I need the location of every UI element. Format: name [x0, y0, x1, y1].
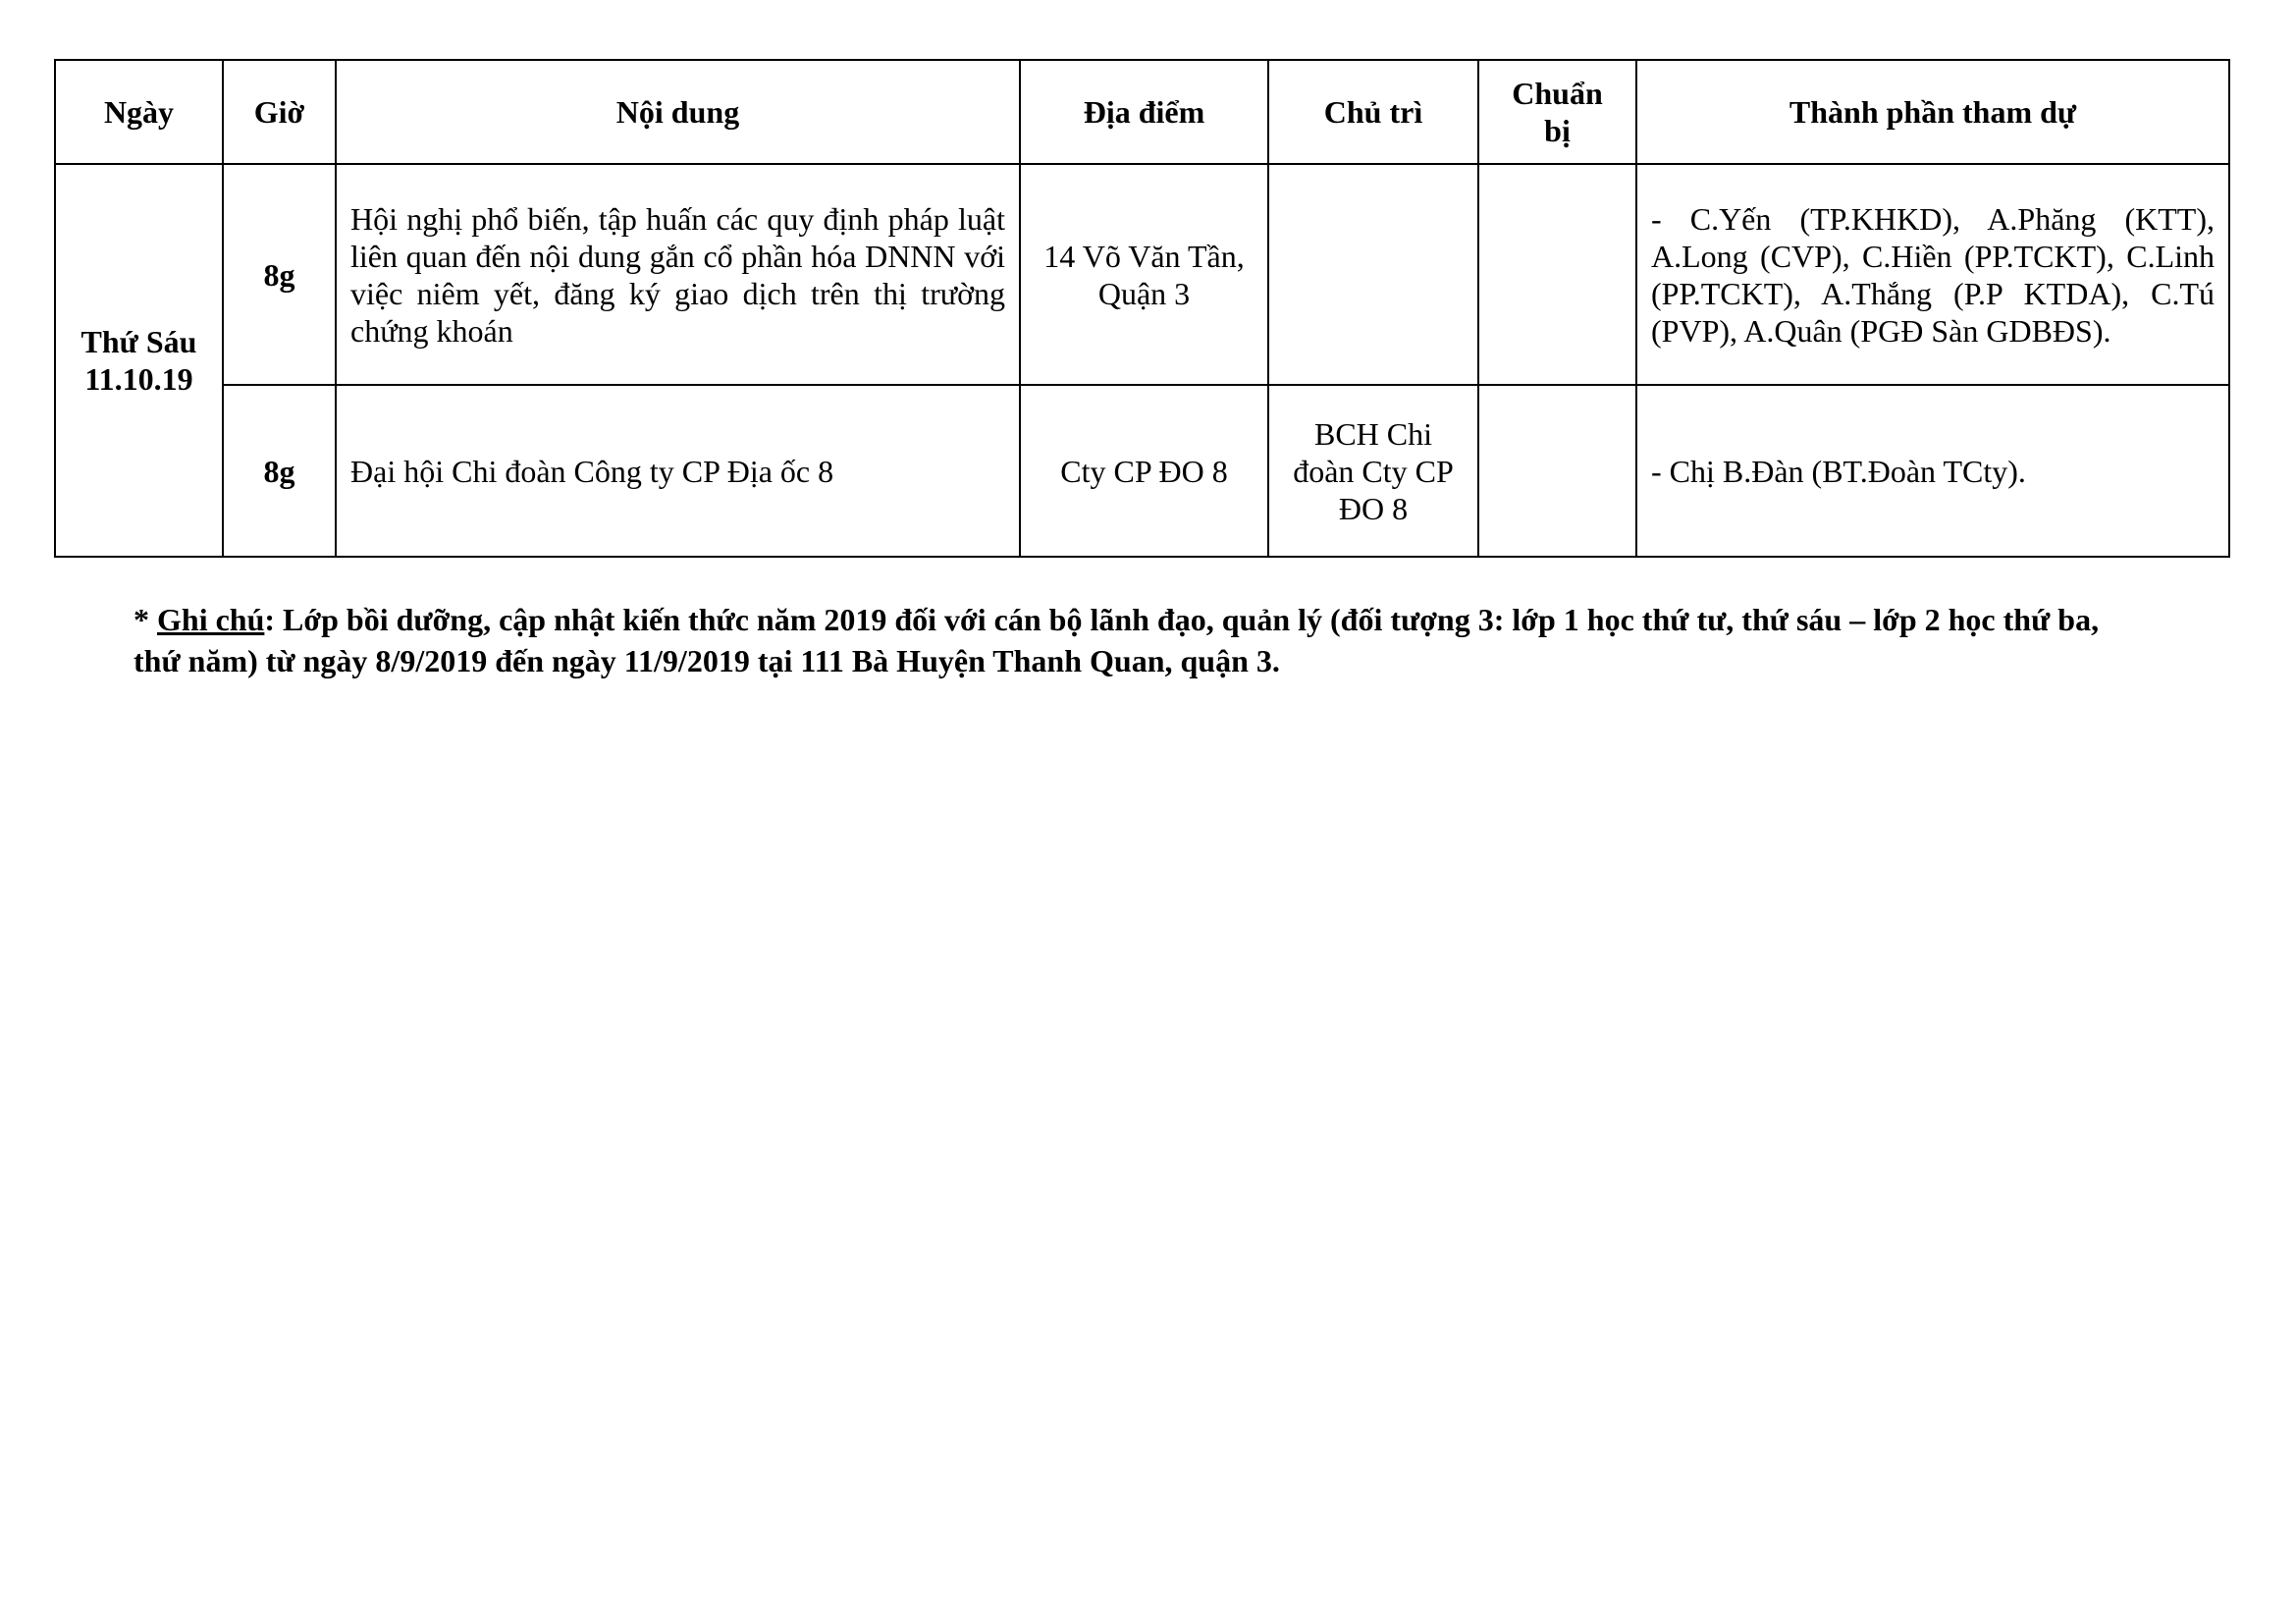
attendees-cell: - Chị B.Đàn (BT.Đoàn TCty).: [1636, 385, 2229, 557]
table-row: [55, 385, 2229, 557]
time-cell: 8g: [223, 385, 336, 557]
header-chuan-bi: [1478, 60, 1636, 164]
day-date: 11.10.19: [84, 361, 193, 397]
time-cell: 8g: [223, 164, 336, 385]
header-chu-tri: Chủ trì: [1268, 60, 1478, 164]
header-noi-dung: Nội dung: [336, 60, 1020, 164]
attendees-cell: - C.Yến (TP.KHKD), A.Phăng (KTT), A.Long (CVP), C.Hiền (PP.TCKT), C.Linh (PP.TCKT), A.Thắng (P.P KTDA), C.Tú (PVP), A.Quân (PGĐ Sàn GDBĐS).: [1636, 164, 2229, 385]
host-cell: BCH Chi đoàn Cty CP ĐO 8: [1268, 385, 1478, 557]
location-cell: Cty CP ĐO 8: [1020, 385, 1268, 557]
header-thanh-phan: Thành phần tham dự: [1636, 60, 2229, 164]
schedule-table: [54, 59, 2230, 558]
header-ngay: Ngày: [55, 60, 223, 164]
content-cell: Đại hội Chi đoàn Công ty CP Địa ốc 8: [336, 385, 1020, 557]
header-chuan-bi-line1: Chuẩn: [1512, 76, 1603, 111]
header-dia-diem: Địa điểm: [1020, 60, 1268, 164]
note-prefix: *: [133, 602, 157, 637]
day-cell: [55, 164, 223, 557]
header-chuan-bi-line2: bị: [1544, 113, 1571, 148]
note-paragraph: [133, 599, 2116, 681]
table-header-row: [55, 60, 2229, 164]
content-cell: Hội nghị phổ biến, tập huấn các quy định pháp luật liên quan đến nội dung gắn cổ phần hóa DNNN với việc niêm yết, đăng ký giao dịch trên thị trường chứng khoán: [336, 164, 1020, 385]
table-row: [55, 164, 2229, 385]
preparation-cell: [1478, 385, 1636, 557]
location-cell: 14 Võ Văn Tần, Quận 3: [1020, 164, 1268, 385]
note-label: Ghi chú: [157, 602, 265, 637]
note-text: : Lớp bồi dưỡng, cập nhật kiến thức năm 2019 đối với cán bộ lãnh đạo, quản lý (đối tượng 3: lớp 1 học thứ tư, thứ sáu – lớp 2 học thứ ba, thứ năm) từ ngày 8/9/2019 đến ngày 11/9/2019 tại 111 Bà Huyện Thanh Quan, quận 3.: [133, 602, 2100, 678]
preparation-cell: [1478, 164, 1636, 385]
host-cell: [1268, 164, 1478, 385]
day-weekday: Thứ Sáu: [80, 324, 197, 359]
header-gio: Giờ: [223, 60, 336, 164]
